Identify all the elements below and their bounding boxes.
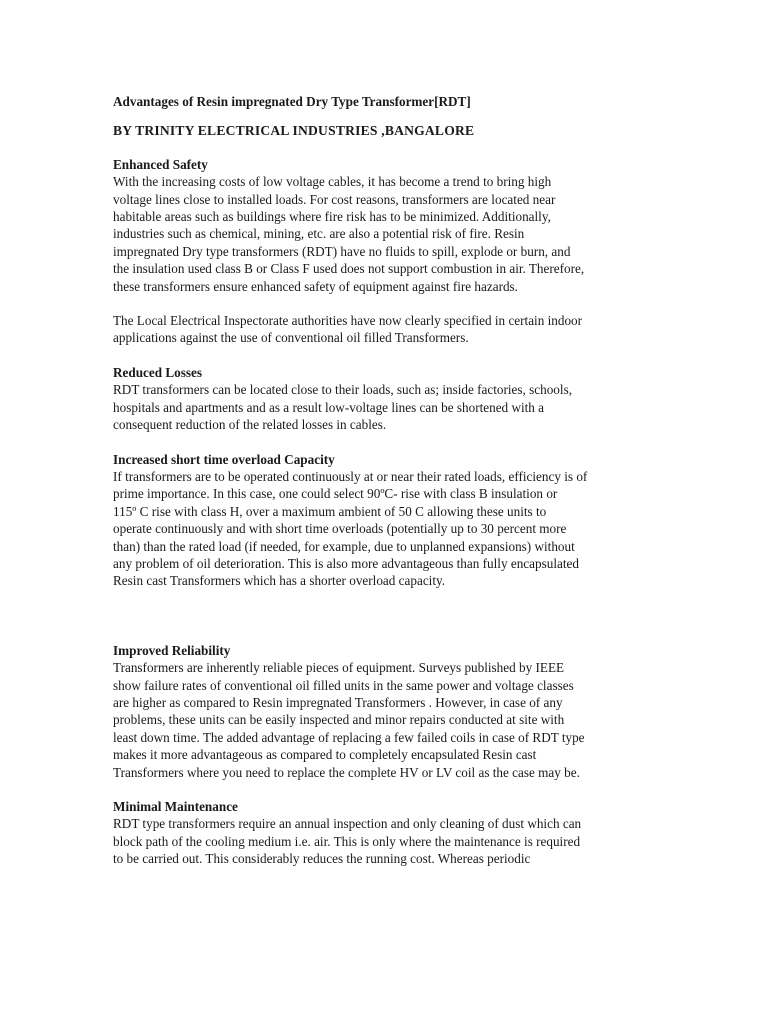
text-line: RDT type transformers require an annual inspection and only cleaning of dust which can: [113, 816, 582, 832]
section-improved-reliability: [113, 642, 673, 781]
section-paragraph: [113, 815, 673, 867]
section-enhanced-safety: [113, 156, 673, 347]
text-line: If transformers are to be operated continuously at or near their rated loads, efficiency is of: [113, 468, 588, 484]
section-minimal-maintenance: [113, 798, 673, 868]
text-line: habitable areas such as buildings where fire risk has to be minimized. Additionally,: [113, 209, 551, 225]
text-line: are higher as compared to Resin impregnated Transformers . However, in case of any: [113, 694, 563, 710]
text-line: Transformers are inherently reliable pieces of equipment. Surveys published by IEEE: [113, 660, 565, 676]
section-paragraph: [113, 381, 673, 433]
text-line: least down time. The added advantage of replacing a few failed coils in case of RDT type: [113, 729, 585, 745]
text-line: hospitals and apartments and as a result low-voltage lines can be shortened with a: [113, 399, 545, 415]
section-paragraph: [113, 173, 673, 295]
text-line: Resin cast Transformers which has a shorter overload capacity.: [113, 573, 446, 589]
text-line: any problem of oil deterioration. This is also more advantageous than fully encapsulated: [113, 555, 579, 571]
text-line: impregnated Dry type transformers (RDT) have no fluids to spill, explode or burn, and: [113, 243, 571, 259]
text-line: the insulation used class B or Class F used does not support combustion in air. Therefore,: [113, 261, 585, 277]
text-line: than) than the rated load (if needed, for example, due to unplanned expansions) without: [113, 538, 575, 554]
section-heading: Enhanced Safety: [113, 156, 208, 172]
text-line: voltage lines close to installed loads. For cost reasons, transformers are located near: [113, 191, 556, 207]
section-heading: Increased short time overload Capacity: [113, 451, 335, 467]
text-line: prime importance. In this case, one could select 90ºC- rise with class B insulation or: [113, 486, 558, 502]
text-line: The Local Electrical Inspectorate authorities have now clearly specified in certain indoor: [113, 313, 583, 329]
text-line: show failure rates of conventional oil filled units in the same power and voltage classes: [113, 677, 574, 693]
section-paragraph: [113, 468, 673, 590]
document-title: Advantages of Resin impregnated Dry Type Transformer[RDT]: [113, 94, 471, 109]
section-paragraph: [113, 312, 673, 347]
text-line: these transformers ensure enhanced safety of equipment against fire hazards.: [113, 278, 518, 294]
section-overload-capacity: [113, 451, 673, 590]
text-line: RDT transformers can be located close to their loads, such as; inside factories, schools,: [113, 382, 572, 398]
section-heading: Improved Reliability: [113, 642, 231, 658]
text-line: operate continuously and with short time overloads (potentially up to 30 percent more: [113, 521, 567, 537]
document-page: [113, 93, 673, 868]
section-reduced-losses: [113, 364, 673, 434]
text-line: to be carried out. This considerably reduces the running cost. Whereas periodic: [113, 851, 531, 867]
section-heading: Reduced Losses: [113, 364, 203, 380]
text-line: With the increasing costs of low voltage cables, it has become a trend to bring high: [113, 174, 552, 190]
section-heading: Minimal Maintenance: [113, 799, 238, 814]
text-line: industries such as chemical, mining, etc. are also a potential risk of fire. Resin: [113, 226, 525, 242]
text-line: consequent reduction of the related losses in cables.: [113, 417, 387, 433]
text-line: 115º C rise with class H, over a maximum ambient of 50 C allowing these units to: [113, 503, 547, 519]
text-line: applications against the use of conventional oil filled Transformers.: [113, 330, 469, 346]
document-byline: BY TRINITY ELECTRICAL INDUSTRIES ,BANGALORE: [113, 123, 475, 139]
text-line: problems, these units can be easily inspected and minor repairs conducted at site with: [113, 712, 565, 728]
text-line: Transformers where you need to replace the complete HV or LV coil as the case may be.: [113, 764, 580, 780]
text-line: block path of the cooling medium i.e. air. This is only where the maintenance is required: [113, 833, 581, 849]
section-paragraph: [113, 659, 673, 781]
text-line: makes it more advantageous as compared to completely encapsulated Resin cast: [113, 747, 537, 763]
